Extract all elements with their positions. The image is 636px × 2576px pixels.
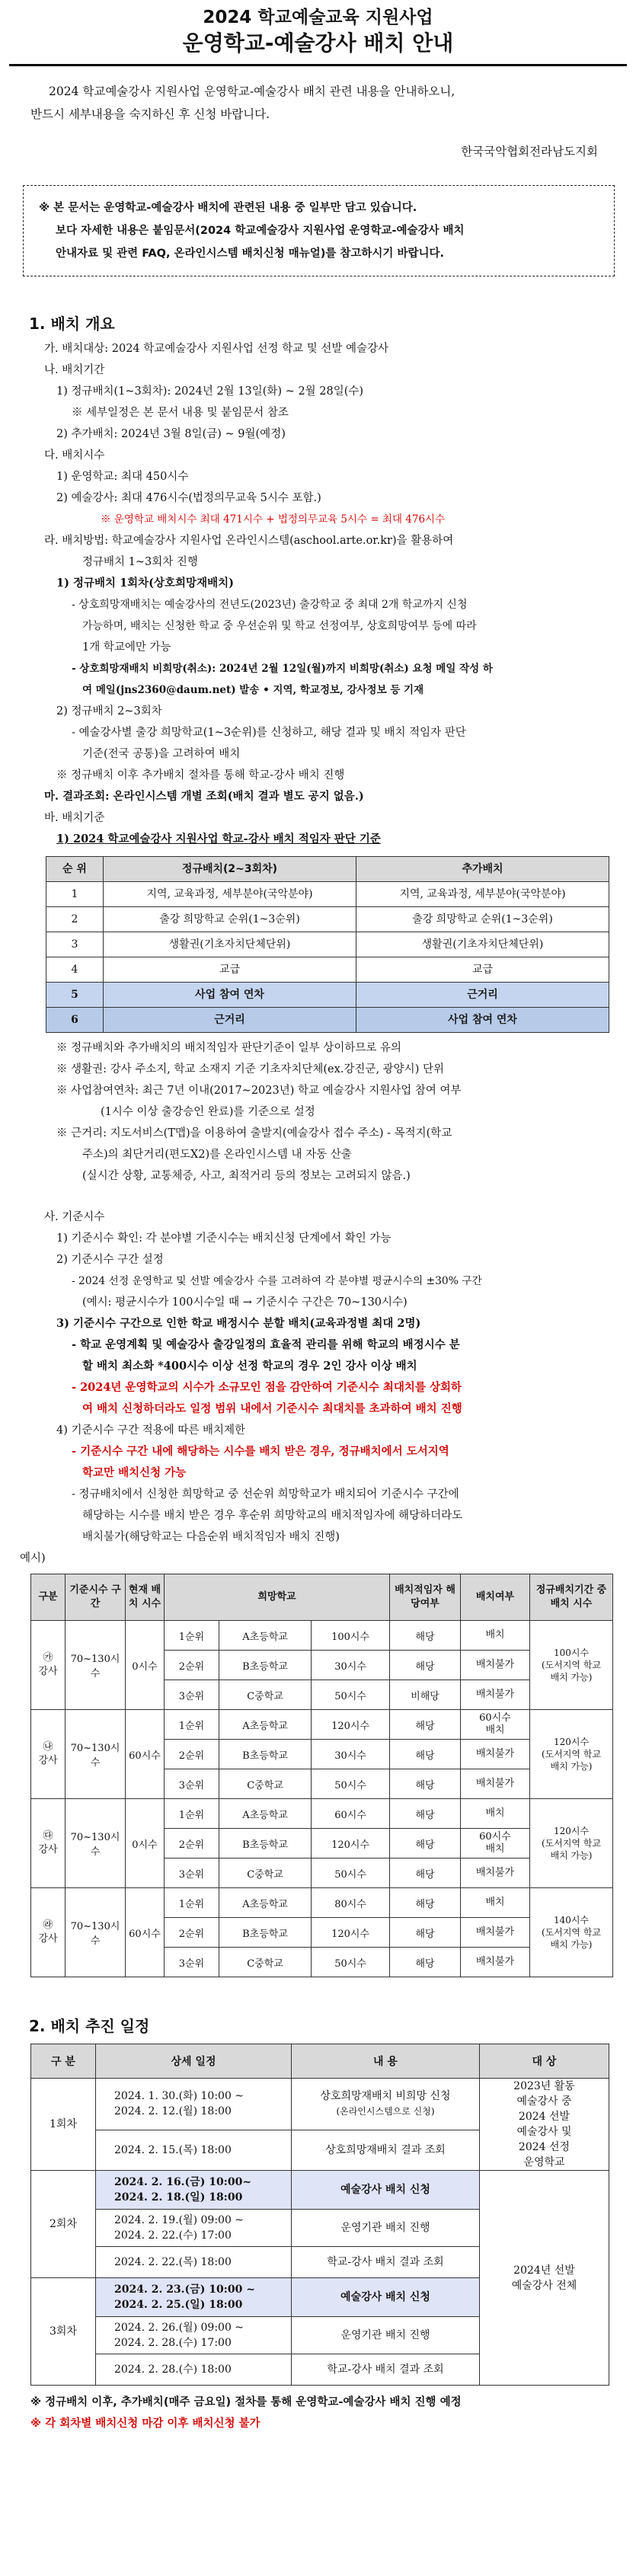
overview-line: 2) 정규배치 2~3회차 [56, 705, 162, 718]
document-header [0, 0, 636, 66]
table-cell: 출강 희망학교 순위(1~3순위) [104, 907, 356, 932]
preference-rank: 3순위 [165, 1948, 219, 1977]
round-label: 1회차 [31, 2079, 96, 2171]
school-hours: 60시수 [312, 1799, 390, 1829]
eligibility: 해당 [390, 1858, 461, 1888]
schedule-date: 2024. 2. 28.(수) 18:00 [96, 2354, 292, 2386]
school-hours: 50시수 [312, 1769, 390, 1799]
overview-line: 정규배치 1~3회차 진행 [82, 556, 198, 568]
school-name: B초등학교 [219, 1918, 311, 1948]
schedule-date: 2024. 1. 30.(화) 10:00 ~ 2024. 2. 12.(월) 18:00 [96, 2079, 292, 2130]
table-row [46, 907, 609, 932]
base-hours-line: 4) 기준시수 구간 적용에 따른 배치제한 [56, 1424, 246, 1437]
school-hours: 120시수 [312, 1710, 390, 1740]
placement-status: 60시수 배치 [461, 1710, 530, 1740]
placement-status: 배치불가 [461, 1918, 530, 1948]
overview-line: ※ 운영학교 배치시수 최대 471시수 + 법정의무교육 5시수 = 최대 476시수 [101, 513, 446, 526]
overview-line: 가. 배치대상: 2024 학교예술강사 지원사업 선정 학교 및 선발 예술강사 [44, 343, 389, 355]
preference-rank: 2순위 [165, 1918, 219, 1948]
preference-rank: 3순위 [165, 1680, 219, 1710]
base-hours-line: - 정규배치에서 신청한 희망학교 중 선순위 희망학교가 배치되어 기준시수 구간에 [72, 1488, 459, 1501]
placement-status: 60시수 배치 [461, 1829, 530, 1858]
overview-line: 바. 배치기준 [44, 812, 105, 824]
round-label: 3회차 [31, 2278, 96, 2386]
eligibility: 해당 [390, 1740, 461, 1769]
signature: 한국국악협회전라남도지회 [461, 145, 598, 158]
overview-line: - 상호희망재배치 비희망(취소): 2024년 2월 12일(월)까지 비희망(취소) 요청 메일 작성 하 [72, 663, 493, 675]
base-hours-line: - 학교 운영계획 및 예술강사 출강일정의 효율적 관리를 위해 학교의 배정시수 분 [72, 1338, 460, 1351]
table-header-cell: 추가배치 [356, 857, 609, 882]
schedule-date: 2024. 2. 26.(월) 09:00 ~ 2024. 2. 28.(수) 17:00 [96, 2317, 292, 2354]
placement-status: 배치불가 [461, 1769, 530, 1799]
section-title-schedule: 2. 배치 추진 일정 [29, 2017, 150, 2035]
table-row [31, 1888, 613, 1918]
table-cell: 6 [46, 1008, 104, 1033]
table-row-highlighted [46, 983, 609, 1008]
eligibility: 해당 [390, 1948, 461, 1977]
school-name: B초등학교 [219, 1829, 311, 1858]
schedule-date-highlight: 2024. 2. 16.(금) 10:00~ 2024. 2. 18.(일) 18:00 [96, 2171, 292, 2210]
schedule-content: 운영기관 배치 진행 [292, 2210, 480, 2247]
overview-line: 2) 예술강사: 최대 476시수(법정의무교육 5시수 포함.) [56, 492, 321, 504]
overview-line: 라. 배치방법: 학교예술강사 지원사업 온라인시스템(aschool.arte.or.kr)을 활용하여 [44, 535, 454, 547]
school-hours: 100시수 [312, 1621, 390, 1651]
overview-line: 가능하며, 배치는 신청한 학교 중 우선순위 및 학교 선정여부, 상호희망여부 등에 따라 [82, 620, 477, 632]
table-cell: 1 [46, 882, 104, 907]
table-header-cell: 대 상 [480, 2044, 609, 2079]
table-header-cell: 내 용 [292, 2044, 480, 2079]
base-hours-line: 해당하는 시수를 배치 받은 경우 후순위 희망학교의 배치적임자에 해당하더라도 [82, 1510, 463, 1522]
table-row [46, 932, 609, 957]
preference-rank: 2순위 [165, 1829, 219, 1858]
placement-status: 배치 [461, 1621, 530, 1651]
notice-line: ※ 본 문서는 운영학교-예술강사 배치에 관련된 내용 중 일부만 담고 있습니다. [39, 202, 417, 214]
criteria-notes [34, 1037, 613, 1187]
criteria-note: ※ 사업참여연차: 최근 7년 이내(2017~2023년) 학교 예술강사 지원사업 참여 여부 [56, 1085, 462, 1097]
preference-rank: 3순위 [165, 1769, 219, 1799]
teacher-label: ㉰ 강사 [31, 1799, 66, 1888]
overview-line: 1) 정규배치(1~3회차): 2024년 2월 13일(화) ~ 2월 28일(수) [56, 385, 364, 398]
overview-line: 1개 학교에만 가능 [82, 641, 171, 654]
eligibility: 해당 [390, 1918, 461, 1948]
table-cell: 출강 희망학교 순위(1~3순위) [356, 907, 609, 932]
table-cell: 2 [46, 907, 104, 932]
base-hours-line: 사. 기준시수 [44, 1211, 105, 1223]
footnotes [30, 2392, 636, 2434]
regular-period-hours: 120시수 (도서지역 학교 배치 가능) [530, 1710, 613, 1799]
table-header-cell: 배치적임자 해당여부 [390, 1574, 461, 1621]
base-hours-line: 할 배치 최소화 *400시수 이상 선정 학교의 경우 2인 강사 이상 배치 [82, 1360, 417, 1373]
base-hours-line: (예시: 평균시수가 100시수일 때 → 기준시수 구간은 70~130시수) [82, 1296, 407, 1309]
table-row [31, 1799, 613, 1829]
section-title-overview: 1. 배치 개요 [29, 315, 115, 333]
teacher-label: ㉯ 강사 [31, 1710, 66, 1799]
preference-rank: 1순위 [165, 1888, 219, 1918]
base-hours-range: 70~130시수 [66, 1621, 126, 1710]
base-hours-line: 배치불가(해당학교는 다음순위 배치적임자 배치 진행) [82, 1531, 340, 1543]
table-cell: 3 [46, 932, 104, 957]
overview-line: 2) 추가배치: 2024년 3월 8일(금) ~ 9월(예정) [56, 428, 286, 440]
schedule-target: 2024년 선발 예술강사 전체 [480, 2171, 609, 2386]
school-hours: 120시수 [312, 1918, 390, 1948]
criteria-note: (1시수 이상 출강승인 완료)를 기준으로 설정 [101, 1106, 315, 1118]
overview-line: ※ 정규배치 이후 추가배치 절차를 통해 학교-강사 배치 진행 [56, 769, 345, 781]
overview-line: 1) 정규배치 1회차(상호희망재배치) [56, 577, 234, 590]
school-name: B초등학교 [219, 1651, 311, 1680]
table-header-cell: 순 위 [46, 857, 104, 882]
regular-period-hours: 120시수 (도서지역 학교 배치 가능) [530, 1799, 613, 1888]
school-name: C중학교 [219, 1858, 311, 1888]
table-header-cell: 상세 일정 [96, 2044, 292, 2079]
placement-status: 배치불가 [461, 1740, 530, 1769]
table-row [31, 2079, 609, 2130]
current-hours: 60시수 [126, 1888, 165, 1977]
table-cell: 교급 [356, 957, 609, 983]
overview-line: 다. 배치시수 [44, 449, 105, 462]
eligibility: 해당 [390, 1621, 461, 1651]
table-header-cell: 배치여부 [461, 1574, 530, 1621]
base-hours-line: - 기준시수 구간 내에 해당하는 시수를 배치 받은 경우, 정규배치에서 도서지역 [72, 1445, 449, 1458]
base-hours-line: 2) 기준시수 구간 설정 [56, 1254, 164, 1266]
intro-line: 2024 학교예술강사 지원사업 운영학교-예술강사 배치 관련 내용을 안내하오니, [49, 85, 455, 98]
eligibility: 해당 [390, 1888, 461, 1918]
school-hours: 120시수 [312, 1829, 390, 1858]
base-hours-line: 예시) [20, 1552, 46, 1564]
school-hours: 30시수 [312, 1740, 390, 1769]
table-cell: 생활권(기초자치단체단위) [356, 932, 609, 957]
table-header-row [31, 2044, 609, 2079]
schedule-content: 운영기관 배치 진행 [292, 2317, 480, 2354]
eligibility: 해당 [390, 1799, 461, 1829]
eligibility: 해당 [390, 1651, 461, 1680]
notice-box [23, 185, 615, 276]
school-name: C중학교 [219, 1680, 311, 1710]
base-hours-line: 1) 기준시수 확인: 각 분야별 기준시수는 배치신청 단계에서 확인 가능 [56, 1232, 392, 1245]
base-hours-range: 70~130시수 [66, 1888, 126, 1977]
preference-rank: 3순위 [165, 1858, 219, 1888]
school-name: A초등학교 [219, 1799, 311, 1829]
schedule-content-highlight: 예술강사 배치 신청 [292, 2278, 480, 2317]
table-header-row [46, 857, 609, 882]
document-subtitle: 2024 학교예술교육 지원사업 [203, 8, 433, 27]
schedule-content: 상호희망재배치 결과 조회 [292, 2130, 480, 2170]
base-hours-line: - 2024 선정 운영학교 및 선발 예술강사 수를 고려하여 각 분야별 평균시수의 ±30% 구간 [72, 1275, 482, 1287]
notice-line: 안내자료 및 관련 FAQ, 온라인시스템 배치신청 매뉴얼)를 참고하시기 바랍니다. [56, 248, 445, 260]
table-row [31, 1710, 613, 1740]
table-cell: 지역, 교육과정, 세부분야(국악분야) [356, 882, 609, 907]
table-cell: 사업 참여 연차 [104, 983, 356, 1008]
schedule-date: 2024. 2. 19.(월) 09:00 ~ 2024. 2. 22.(수) 17:00 [96, 2210, 292, 2247]
current-hours: 0시수 [126, 1621, 165, 1710]
schedule-content-sub: (온라인시스템으로 신청) [336, 2106, 435, 2117]
table-cell: 사업 참여 연차 [356, 1008, 609, 1033]
preference-rank: 2순위 [165, 1651, 219, 1680]
criteria-note: ※ 근거리: 지도서비스(T맵)을 이용하여 출발지(예술강사 접수 주소) - 목적지(학교 [56, 1127, 452, 1139]
teacher-label: ㉮ 강사 [31, 1621, 66, 1710]
table-header-cell: 구 분 [31, 2044, 96, 2079]
preference-rank: 1순위 [165, 1799, 219, 1829]
overview-line: 1) 2024 학교예술강사 지원사업 학교-강사 배치 적임자 판단 기준 [56, 833, 381, 845]
table-row [31, 1621, 613, 1651]
notice-line: 보다 자세한 내용은 붙임문서(2024 학교예술강사 지원사업 운영학교-예술강사 배치 [56, 225, 465, 237]
schedule-content [292, 2079, 480, 2130]
table-row [46, 957, 609, 983]
teacher-label: ㉱ 강사 [31, 1888, 66, 1977]
criteria-table [46, 856, 609, 1033]
schedule-content: 학교-강사 배치 결과 조회 [292, 2354, 480, 2386]
school-hours: 50시수 [312, 1680, 390, 1710]
base-hours-range: 70~130시수 [66, 1799, 126, 1888]
table-header-cell: 정규배치(2~3회차) [104, 857, 356, 882]
example-table [30, 1574, 613, 1977]
overview-body [0, 338, 636, 1569]
table-header-cell: 희망학교 [165, 1574, 390, 1621]
schedule-content: 학교-강사 배치 결과 조회 [292, 2247, 480, 2278]
table-header-cell: 현재 배치 시수 [126, 1574, 165, 1621]
table-header-cell: 정규배치기간 중 배치 시수 [530, 1574, 613, 1621]
placement-status: 배치불가 [461, 1680, 530, 1710]
regular-period-hours: 100시수 (도서지역 학교 배치 가능) [530, 1621, 613, 1710]
document-title: 운영학교-예술강사 배치 안내 [182, 30, 454, 56]
regular-period-hours: 140시수 (도서지역 학교 배치 가능) [530, 1888, 613, 1977]
overview-line: 1) 운영학교: 최대 450시수 [56, 471, 189, 483]
current-hours: 60시수 [126, 1710, 165, 1799]
table-header-row [31, 1574, 613, 1621]
school-hours: 80시수 [312, 1888, 390, 1918]
table-cell: 근거리 [356, 983, 609, 1008]
placement-status: 배치불가 [461, 1651, 530, 1680]
eligibility: 해당 [390, 1769, 461, 1799]
preference-rank: 1순위 [165, 1710, 219, 1740]
preference-rank: 2순위 [165, 1740, 219, 1769]
school-name: A초등학교 [219, 1710, 311, 1740]
base-hours-line: 학교만 배치신청 가능 [82, 1466, 187, 1479]
placement-status: 배치불가 [461, 1858, 530, 1888]
schedule-table [30, 2044, 609, 2386]
table-cell: 생활권(기초자치단체단위) [104, 932, 356, 957]
school-hours: 30시수 [312, 1651, 390, 1680]
criteria-note: (실시간 상황, 교통체증, 사고, 최적거리 등의 정보는 고려되지 않음.) [82, 1170, 411, 1182]
table-cell: 지역, 교육과정, 세부분야(국악분야) [104, 882, 356, 907]
footnote: ※ 정규배치 이후, 추가배치(매주 금요일) 절차를 통해 운영학교-예술강사 배치 진행 예정 [30, 2396, 462, 2408]
table-cell: 4 [46, 957, 104, 983]
eligibility: 해당 [390, 1710, 461, 1740]
table-row [31, 2171, 609, 2210]
footnote: ※ 각 회차별 배치신청 마감 이후 배치신청 불가 [30, 2418, 260, 2430]
base-hours-line: 3) 기준시수 구간으로 인한 학교 배정시수 분할 배치(교육과정별 최대 2명) [56, 1317, 421, 1330]
eligibility: 비해당 [390, 1680, 461, 1710]
base-hours-block [20, 1207, 613, 1569]
table-cell: 교급 [104, 957, 356, 983]
eligibility: 해당 [390, 1829, 461, 1858]
round-label: 2회차 [31, 2171, 96, 2278]
intro-line: 반드시 세부내용을 숙지하신 후 신청 바랍니다. [30, 107, 270, 121]
placement-status: 배치불가 [461, 1948, 530, 1977]
criteria-note: ※ 정규배치와 추가배치의 배치적임자 판단기준이 일부 상이하므로 유의 [56, 1042, 401, 1054]
overview-line: 마. 결과조회: 온라인시스템 개별 조회(배치 결과 별도 공지 없음.) [44, 790, 364, 803]
criteria-note: ※ 생활권: 강사 주소지, 학교 소재지 기준 기초자치단체(ex.강진군, 광양시) 단위 [56, 1063, 444, 1075]
base-hours-line: 여 배치 신청하더라도 일정 범위 내에서 기준시수 최대치를 초과하여 배치 진행 [82, 1402, 462, 1415]
schedule-target: 2023년 활동 예술강사 중 2024 선발 예술강사 및 2024 선정 운영학교 [480, 2079, 609, 2171]
overview-line: ※ 세부일정은 본 문서 내용 및 붙임문서 참조 [72, 407, 289, 419]
schedule-content-text: 상호희망재배치 비희망 신청 [320, 2090, 451, 2103]
current-hours: 0시수 [126, 1799, 165, 1888]
school-name: B초등학교 [219, 1740, 311, 1769]
schedule-date: 2024. 2. 15.(목) 18:00 [96, 2130, 292, 2170]
school-name: A초등학교 [219, 1621, 311, 1651]
intro-paragraph [0, 66, 636, 126]
school-name: C중학교 [219, 1948, 311, 1977]
table-cell: 5 [46, 983, 104, 1008]
overview-line: 나. 배치기간 [44, 364, 105, 376]
table-cell: 근거리 [104, 1008, 356, 1033]
school-name: C중학교 [219, 1769, 311, 1799]
school-hours: 50시수 [312, 1948, 390, 1977]
overview-line: 기준(전국 공통)을 고려하여 배치 [82, 748, 241, 760]
schedule-content-highlight: 예술강사 배치 신청 [292, 2171, 480, 2210]
school-hours: 50시수 [312, 1858, 390, 1888]
school-name: A초등학교 [219, 1888, 311, 1918]
overview-line: - 상호희망재배치는 예술강사의 전년도(2023년) 출강학교 중 최대 2개 학교까지 신청 [72, 599, 468, 611]
preference-rank: 1순위 [165, 1621, 219, 1651]
table-header-cell: 기준시수 구간 [66, 1574, 126, 1621]
base-hours-range: 70~130시수 [66, 1710, 126, 1799]
placement-status: 배치 [461, 1799, 530, 1829]
schedule-date-highlight: 2024. 2. 23.(금) 10:00 ~ 2024. 2. 25.(일) 18:00 [96, 2278, 292, 2317]
placement-status: 배치 [461, 1888, 530, 1918]
overview-line: - 예술강사별 출강 희망학교(1~3순위)를 신청하고, 해당 결과 및 배치 적임자 판단 [72, 727, 466, 739]
base-hours-line: - 2024년 운영학교의 시수가 소규모인 점을 감안하여 기준시수 최대치를 상회하 [72, 1381, 462, 1394]
overview-line: 여 메일(jns2360@daum.net) 발송 • 지역, 학교정보, 강사정보 등 기재 [82, 684, 424, 696]
schedule-date: 2024. 2. 22.(목) 18:00 [96, 2247, 292, 2278]
table-header-cell: 구분 [31, 1574, 66, 1621]
criteria-note: 주소)의 최단거리(편도X2)를 온라인시스템 내 자동 산출 [82, 1149, 352, 1161]
table-row-highlighted [46, 1008, 609, 1033]
table-row [46, 882, 609, 907]
